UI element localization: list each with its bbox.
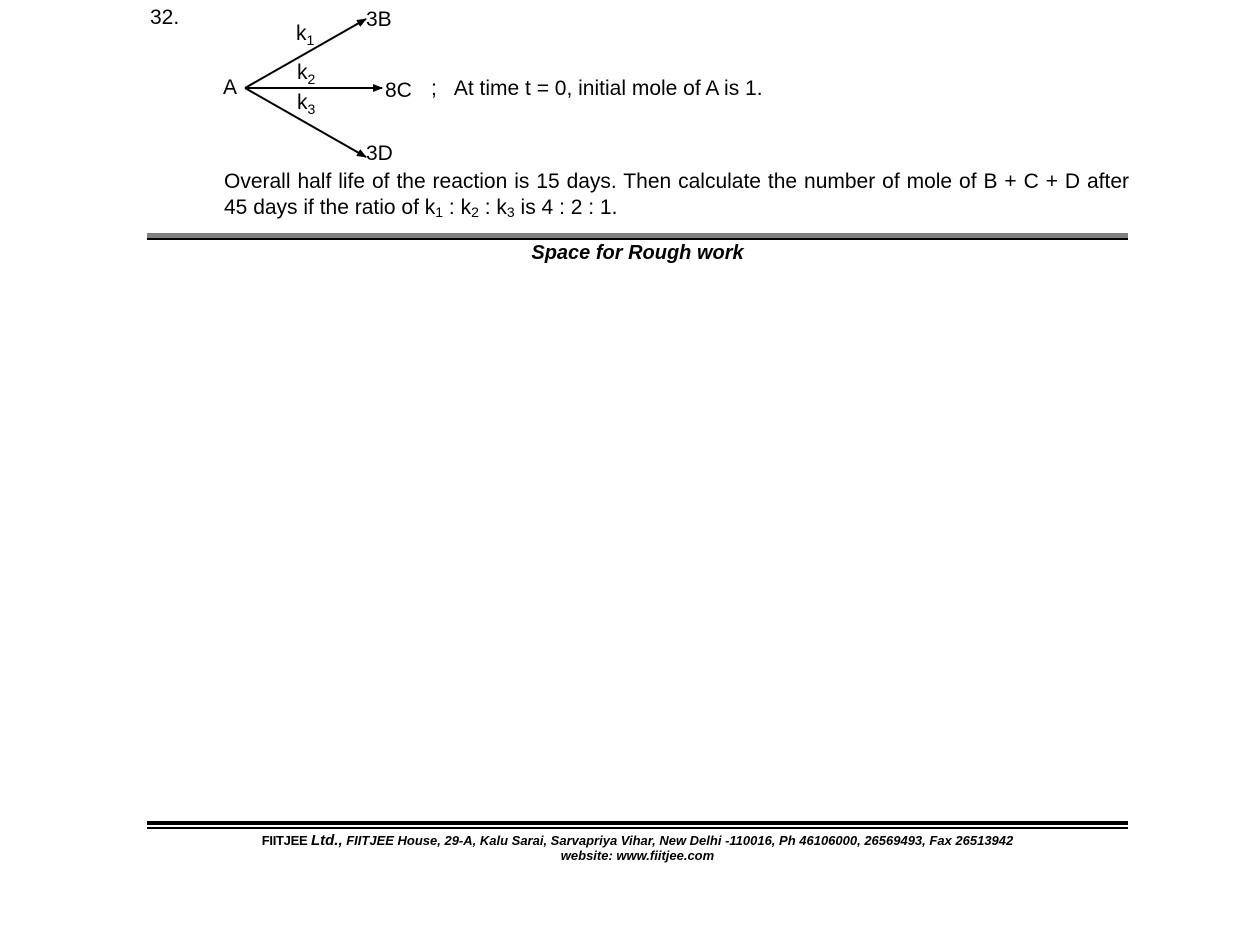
question-text: Overall half life of the reaction is 15 days. Then calculate the number of mole of B + C + D after 45 days if the ratio of $k_1$ : $k_2$ : $k_3$ is 4 : 2 : 1. xyxy=(224,170,1129,220)
question-number: 32. xyxy=(150,6,180,29)
rough-work-label: Space for Rough work xyxy=(531,242,744,264)
reactant-label: A xyxy=(223,76,238,99)
product-d: 3D xyxy=(366,142,393,165)
footer-address-line xyxy=(147,832,1128,849)
footer-divider-thin xyxy=(147,827,1128,829)
footer-ltd: Ltd., xyxy=(310,832,343,849)
footer-brand: FIITJEE xyxy=(261,833,308,848)
rate-constant-k3: $k_3$ xyxy=(297,91,316,117)
section-divider xyxy=(147,233,1128,240)
initial-condition xyxy=(431,77,763,101)
product-b: 3B xyxy=(366,8,392,31)
condition-text: At time t = 0, initial mole of A is 1. xyxy=(453,77,763,100)
rate-constant-k1: $k_1$ xyxy=(296,22,315,48)
rate-constant-k2: $k_2$ xyxy=(297,61,316,87)
footer-address: FIITJEE House, 29-A, Kalu Sarai, Sarvapriya Vihar, New Delhi -110016, Ph 46106000, 26569493, Fax 26513942 xyxy=(346,833,1014,848)
footer-website: website: www.fiitjee.com xyxy=(560,848,715,863)
separator: ; xyxy=(431,77,437,100)
product-c: 8C xyxy=(385,79,412,102)
footer-divider-thick xyxy=(147,821,1128,825)
